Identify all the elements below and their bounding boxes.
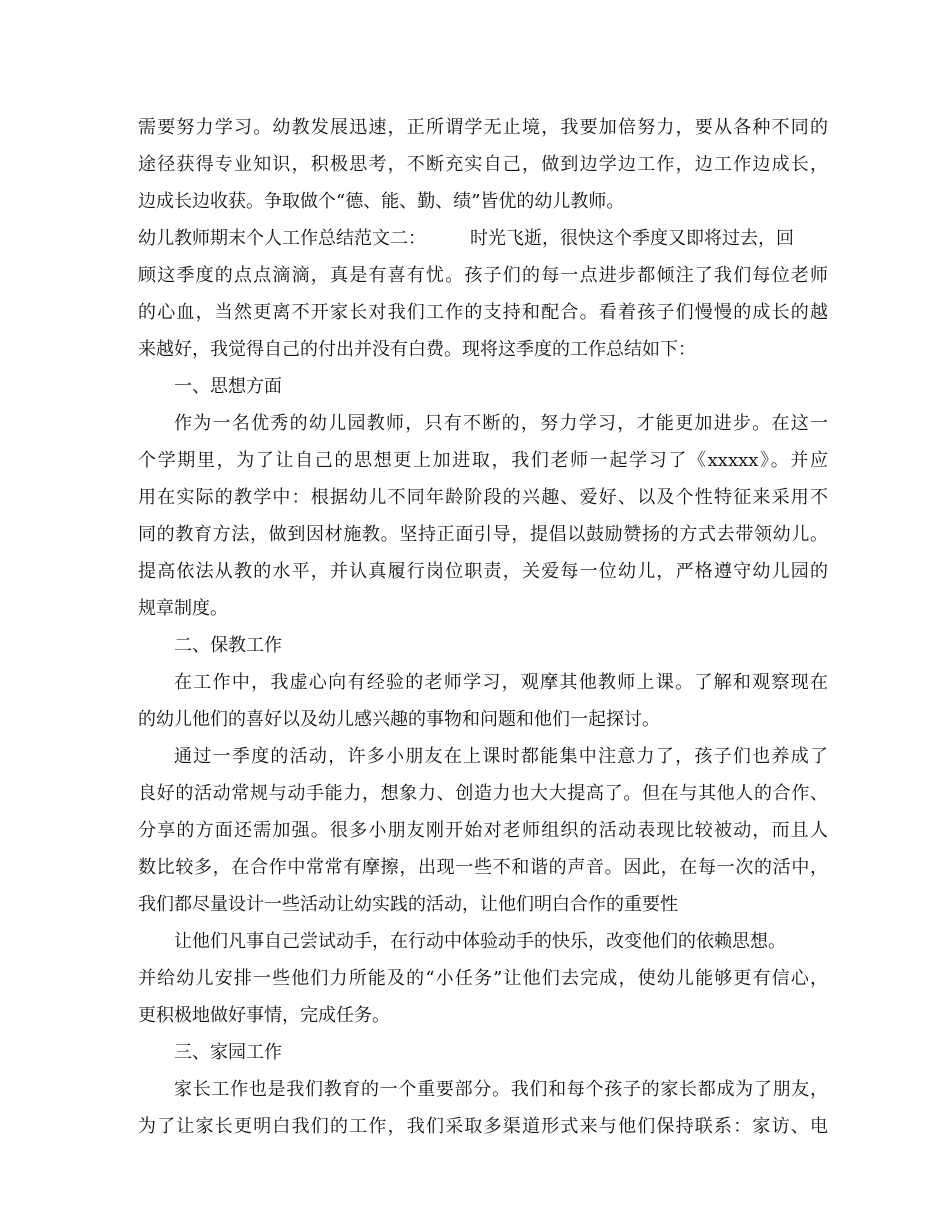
paragraph-line: 个学期里，为了让自己的思想更上加进取，我们老师一起学习了《xxxxx》。并应 [138,450,828,471]
paragraph-line: 更积极地做好事情，完成任务。 [138,1005,390,1026]
paragraph-line: 的幼儿他们的喜好以及幼儿感兴趣的事物和问题和他们一起探讨。 [138,709,660,730]
paragraph-line: 来越好，我觉得自己的付出并没有白费。现将这季度的工作总结如下： [138,339,696,360]
paragraph-line: 用在实际的教学中：根据幼儿不同年龄阶段的兴趣、爱好、以及个性特征来采用不 [138,487,828,508]
paragraph-line: 我们都尽量设计一些活动让幼实践的活动，让他们明白合作的重要性 [138,894,678,915]
section-heading: 一、思想方面 [174,376,282,397]
paragraph-line: 作为一名优秀的幼儿园教师，只有不断的，努力学习，才能更加进步。在这一 [174,413,828,434]
paragraph-line: 的心血，当然更离不开家长对我们工作的支持和配合。看着孩子们慢慢的成长的越 [138,302,828,323]
paragraph-line: 提高依法从教的水平，并认真履行岗位职责，关爱每一位幼儿，严格遵守幼儿园的 [138,561,828,582]
article-title: 幼儿教师期末个人工作总结范文二： [138,228,426,249]
section-heading: 三、家园工作 [174,1042,282,1063]
paragraph-line: 同的教育方法，做到因材施教。坚持正面引导，提倡以鼓励赞扬的方式去带领幼儿。 [138,524,828,545]
paragraph-line: 途径获得专业知识，积极思考，不断充实自己，做到边学边工作，边工作边成长， [138,154,828,175]
paragraph-line: 在工作中，我虚心向有经验的老师学习，观摩其他教师上课。了解和观察现在 [174,672,828,693]
paragraph-line: 通过一季度的活动，许多小朋友在上课时都能集中注意力了，孩子们也养成了 [174,746,828,767]
paragraph-line: 数比较多，在合作中常常有摩擦，出现一些不和谐的声音。因此，在每一次的活中， [138,857,828,878]
paragraph-line: 顾这季度的点点滴滴，真是有喜有忧。孩子们的每一点进步都倾注了我们每位老师 [138,265,828,286]
article-title-line [138,221,828,257]
paragraph-line: 分享的方面还需加强。很多小朋友刚开始对老师组织的活动表现比较被动，而且人 [138,820,828,841]
paragraph-line: 边成长边收获。争取做个“德、能、勤、绩”皆优的幼儿教师。 [138,191,625,212]
paragraph-text: 时光飞逝，很快这个季度又即将过去，回 [470,228,794,249]
paragraph-line: 良好的活动常规与动手能力，想象力、创造力也大大提高了。但在与其他人的合作、 [138,783,828,804]
paragraph-line: 为了让家长更明白我们的工作，我们采取多渠道形式来与他们保持联系：家访、电 [138,1116,828,1137]
paragraph-line: 家长工作也是我们教育的一个重要部分。我们和每个孩子的家长都成为了朋友， [174,1079,828,1100]
paragraph-line: 并给幼儿安排一些他们力所能及的“小任务”让他们去完成，使幼儿能够更有信心， [138,968,828,989]
paragraph-line: 让他们凡事自己尝试动手，在行动中体验动手的快乐，改变他们的依赖思想。 [174,931,786,952]
section-heading: 二、保教工作 [174,635,282,656]
paragraph-line: 规章制度。 [138,598,228,619]
paragraph-line: 需要努力学习。幼教发展迅速，正所谓学无止境，我要加倍努力，要从各种不同的 [138,117,828,138]
